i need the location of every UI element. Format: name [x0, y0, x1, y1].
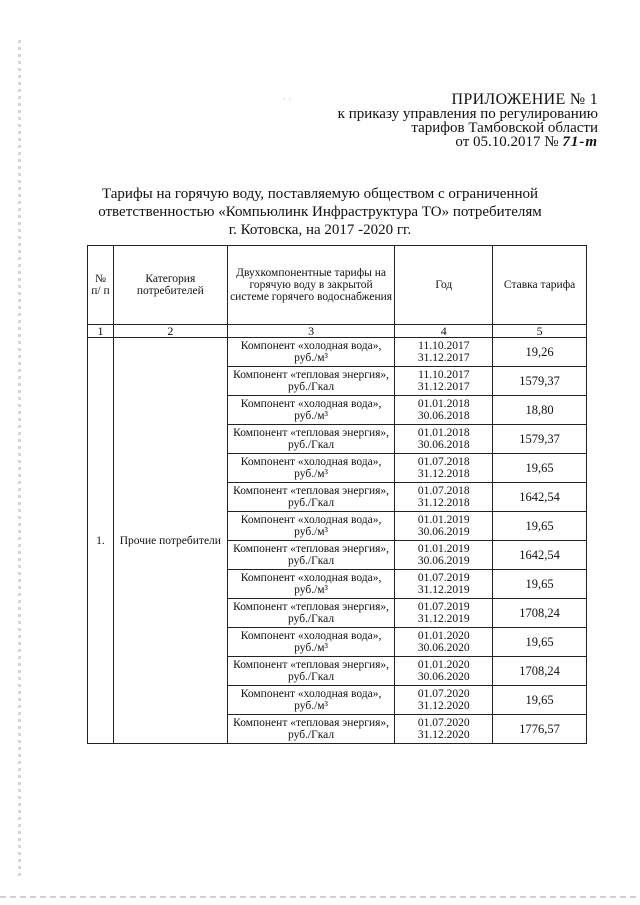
period-from: 11.10.2017 [418, 369, 470, 381]
period-cell [395, 367, 493, 396]
period-to: 31.12.2020 [417, 700, 470, 712]
period-cell [395, 454, 493, 483]
rate-cell: 19,26 [493, 338, 587, 367]
index-cell: 3 [227, 325, 395, 338]
component-cell: Компонент «тепловая энергия», руб./Гкал [227, 599, 395, 628]
appendix-block [330, 93, 598, 149]
index-cell: 5 [493, 325, 587, 338]
row-number: 1. [88, 338, 114, 744]
order-number-handwritten: 71-т [562, 134, 598, 150]
period-cell [395, 338, 493, 367]
period-from: 01.07.2019 [417, 601, 470, 613]
period-cell [395, 686, 493, 715]
header-num: № п/ п [88, 246, 114, 325]
document-title-line-1: Тарифы на горячую воду, поставляемую обществом с ограниченной [101, 186, 539, 202]
scan-edge-artifact [18, 40, 21, 880]
period-to: 30.06.2018 [417, 439, 470, 451]
scan-bottom-edge [0, 896, 640, 898]
rate-cell: 19,65 [493, 686, 587, 715]
table-body [88, 338, 587, 744]
component-cell: Компонент «холодная вода», руб./м³ [227, 686, 395, 715]
rate-cell: 19,65 [493, 512, 587, 541]
document-title [40, 185, 600, 239]
appendix-line-2: тарифов Тамбовской области [411, 120, 598, 136]
period-from: 01.01.2019 [417, 514, 470, 526]
period-to: 30.06.2019 [417, 555, 470, 567]
period-from: 11.10.2017 [418, 340, 470, 352]
rate-cell: 1642,54 [493, 483, 587, 512]
component-cell: Компонент «тепловая энергия», руб./Гкал [227, 657, 395, 686]
rate-cell: 19,65 [493, 628, 587, 657]
component-cell: Компонент «тепловая энергия», руб./Гкал [227, 483, 395, 512]
period-cell [395, 512, 493, 541]
rate-cell: 1776,57 [493, 715, 587, 744]
appendix-line-1: к приказу управления по регулированию [337, 106, 598, 122]
rate-cell: 19,65 [493, 570, 587, 599]
period-from: 01.07.2018 [417, 456, 470, 468]
period-from: 01.01.2019 [417, 543, 470, 555]
component-cell: Компонент «холодная вода», руб./м³ [227, 570, 395, 599]
index-cell: 4 [395, 325, 493, 338]
period-from: 01.07.2019 [417, 572, 470, 584]
rate-cell: 1708,24 [493, 599, 587, 628]
component-cell: Компонент «тепловая энергия», руб./Гкал [227, 715, 395, 744]
period-from: 01.01.2018 [417, 427, 470, 439]
header-component: Двухкомпонентные тарифы на горячую воду в закрытой системе горячего водоснабжения [227, 246, 395, 325]
index-cell: 1 [88, 325, 114, 338]
consumer-category: Прочие потребители [113, 338, 227, 744]
period-cell [395, 599, 493, 628]
appendix-date: от 05.10.2017 № [455, 134, 559, 150]
rate-cell: 18,80 [493, 396, 587, 425]
table-index-row [88, 325, 587, 338]
rate-cell: 1579,37 [493, 425, 587, 454]
period-to: 30.06.2019 [417, 526, 470, 538]
period-to: 31.12.2019 [417, 613, 470, 625]
period-cell [395, 396, 493, 425]
table-row [88, 338, 587, 367]
period-cell [395, 628, 493, 657]
period-cell [395, 425, 493, 454]
component-cell: Компонент «холодная вода», руб./м³ [227, 396, 395, 425]
appendix-date-line [330, 135, 598, 149]
document-title-line-2: ответственностью «Компьюлинк Инфраструктура ТО» потребителям [98, 204, 542, 220]
period-to: 31.12.2020 [417, 729, 470, 741]
period-from: 01.07.2020 [417, 688, 470, 700]
rate-cell: 1642,54 [493, 541, 587, 570]
index-cell: 2 [113, 325, 227, 338]
component-cell: Компонент «холодная вода», руб./м³ [227, 628, 395, 657]
component-cell: Компонент «тепловая энергия», руб./Гкал [227, 367, 395, 396]
period-from: 01.01.2020 [417, 659, 470, 671]
period-cell [395, 541, 493, 570]
tariff-table [87, 245, 587, 744]
period-to: 31.12.2019 [417, 584, 470, 596]
period-to: 30.06.2018 [417, 410, 470, 422]
component-cell: Компонент «тепловая энергия», руб./Гкал [227, 541, 395, 570]
table-header-row [88, 246, 587, 325]
rate-cell: 19,65 [493, 454, 587, 483]
period-cell [395, 483, 493, 512]
appendix-title: ПРИЛОЖЕНИЕ № 1 [451, 91, 598, 108]
period-cell [395, 570, 493, 599]
period-to: 30.06.2020 [417, 642, 470, 654]
rate-cell: 1579,37 [493, 367, 587, 396]
scan-speck: · · [283, 94, 292, 104]
period-from: 01.01.2020 [417, 630, 470, 642]
period-from: 01.07.2018 [417, 485, 470, 497]
period-from: 01.07.2020 [417, 717, 470, 729]
period-cell [395, 657, 493, 686]
component-cell: Компонент «тепловая энергия», руб./Гкал [227, 425, 395, 454]
rate-cell: 1708,24 [493, 657, 587, 686]
period-to: 30.06.2020 [417, 671, 470, 683]
component-cell: Компонент «холодная вода», руб./м³ [227, 338, 395, 367]
header-category: Категория потребителей [113, 246, 227, 325]
component-cell: Компонент «холодная вода», руб./м³ [227, 512, 395, 541]
header-year: Год [395, 246, 493, 325]
period-to: 31.12.2018 [417, 468, 470, 480]
header-rate: Ставка тарифа [493, 246, 587, 325]
period-to: 31.12.2018 [417, 497, 470, 509]
component-cell: Компонент «холодная вода», руб./м³ [227, 454, 395, 483]
period-to: 31.12.2017 [417, 352, 470, 364]
period-from: 01.01.2018 [417, 398, 470, 410]
document-title-line-3: г. Котовска, на 2017 -2020 гг. [228, 222, 412, 238]
period-to: 31.12.2017 [417, 381, 470, 393]
period-cell [395, 715, 493, 744]
